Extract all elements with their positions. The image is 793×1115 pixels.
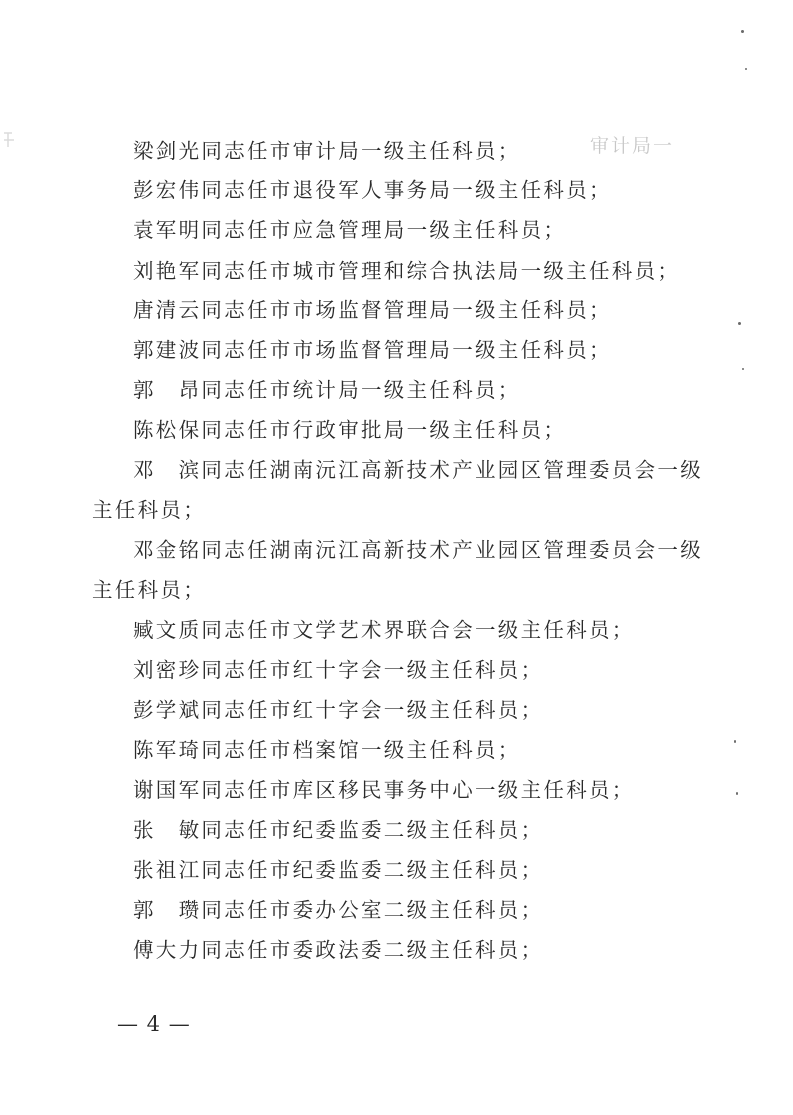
- scan-speck: [741, 30, 744, 33]
- scan-speck: [742, 368, 744, 370]
- appointment-line: 唐清云同志任市市场监督管理局一级主任科员；: [133, 298, 612, 322]
- scan-speck: [736, 792, 738, 795]
- appointment-line: 谢国军同志任市库区移民事务中心一级主任科员；: [133, 778, 635, 802]
- appointment-line: 邓 滨同志任湖南沅江高新技术产业园区管理委员会一级: [133, 458, 703, 482]
- appointment-line: 陈松保同志任市行政审批局一级主任科员；: [133, 418, 567, 442]
- show-through-text: 审计局一: [590, 135, 675, 157]
- appointment-line: 臧文质同志任市文学艺术界联合会一级主任科员；: [133, 618, 635, 642]
- show-through-mark: [2, 131, 16, 149]
- appointment-line: 张 敏同志任市纪委监委二级主任科员；: [133, 818, 544, 842]
- appointment-line: 郭建波同志任市市场监督管理局一级主任科员；: [133, 338, 612, 362]
- appointment-line: 袁军明同志任市应急管理局一级主任科员；: [133, 218, 567, 242]
- page-number: — 4 —: [117, 1012, 191, 1036]
- appointment-line: 彭宏伟同志任市退役军人事务局一级主任科员；: [133, 178, 612, 202]
- appointment-line: 傅大力同志任市委政法委二级主任科员；: [133, 938, 544, 962]
- appointment-line: 邓金铭同志任湖南沅江高新技术产业园区管理委员会一级: [133, 538, 703, 562]
- scan-speck: [745, 68, 747, 70]
- scan-speck: [734, 740, 736, 743]
- scan-speck: [738, 322, 741, 325]
- appointment-line-continuation: 主任科员；: [92, 498, 206, 522]
- appointment-line-continuation: 主任科员；: [92, 578, 206, 602]
- appointment-line: 郭 瓒同志任市委办公室二级主任科员；: [133, 898, 544, 922]
- appointment-line: 刘密珍同志任市红十字会一级主任科员；: [133, 658, 544, 682]
- appointment-line: 刘艳军同志任市城市管理和综合执法局一级主任科员；: [133, 259, 681, 283]
- appointment-line: 彭学斌同志任市红十字会一级主任科员；: [133, 698, 544, 722]
- appointment-line: 郭 昂同志任市统计局一级主任科员；: [133, 378, 521, 402]
- appointment-line: 陈军琦同志任市档案馆一级主任科员；: [133, 738, 521, 762]
- appointment-line: 张祖江同志任市纪委监委二级主任科员；: [133, 858, 544, 882]
- appointment-line: 梁剑光同志任市审计局一级主任科员；: [133, 139, 521, 163]
